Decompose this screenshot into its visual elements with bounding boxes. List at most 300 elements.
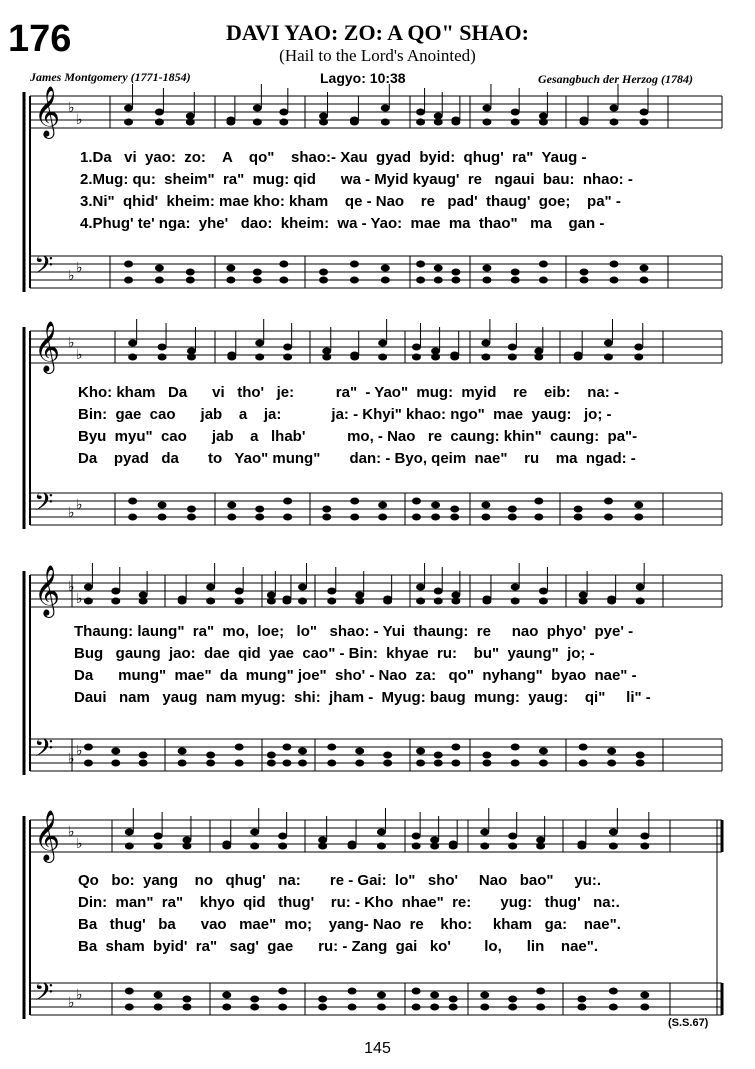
notehead bbox=[508, 833, 517, 840]
notehead bbox=[322, 514, 331, 521]
notehead bbox=[158, 344, 167, 351]
notehead bbox=[125, 829, 134, 836]
notehead bbox=[609, 829, 618, 836]
notehead bbox=[381, 119, 390, 126]
notehead bbox=[298, 760, 307, 767]
notehead bbox=[227, 354, 236, 361]
notehead bbox=[480, 1004, 489, 1011]
notehead bbox=[318, 996, 327, 1003]
notehead bbox=[377, 829, 386, 836]
notehead bbox=[574, 514, 583, 521]
notehead bbox=[511, 584, 520, 591]
notehead bbox=[539, 748, 548, 755]
notehead bbox=[128, 514, 137, 521]
flat-icon: ♭ bbox=[68, 824, 75, 840]
notehead bbox=[607, 598, 616, 605]
hymn-title: DAVI YAO: ZO: A QO" SHAO: bbox=[226, 20, 529, 45]
flat-icon: ♭ bbox=[76, 743, 83, 759]
notehead bbox=[278, 833, 287, 840]
notehead bbox=[206, 760, 215, 767]
lyrics-system-1 bbox=[0, 147, 755, 237]
notehead bbox=[416, 109, 425, 116]
notehead bbox=[579, 592, 588, 599]
notehead bbox=[139, 592, 148, 599]
notehead bbox=[636, 752, 645, 759]
flat-icon: ♭ bbox=[76, 347, 83, 363]
notehead bbox=[604, 514, 613, 521]
notehead bbox=[282, 760, 291, 767]
notehead bbox=[350, 498, 359, 505]
notehead bbox=[508, 843, 517, 850]
notehead bbox=[327, 588, 336, 595]
notehead bbox=[187, 354, 196, 361]
notehead bbox=[412, 833, 421, 840]
treble-clef-icon: 𝄞 bbox=[34, 810, 61, 861]
notehead bbox=[158, 354, 167, 361]
notehead bbox=[378, 354, 387, 361]
notehead bbox=[226, 119, 235, 126]
notehead bbox=[434, 598, 443, 605]
verse-line: 2.Mug: qu: sheim" ra" mug: qid wa - Myid kyaug' re ngaui bau: nhao: - bbox=[80, 171, 633, 188]
notehead bbox=[298, 748, 307, 755]
notehead bbox=[381, 265, 390, 272]
notehead bbox=[178, 748, 187, 755]
notehead bbox=[155, 109, 164, 116]
lyrics-system-2 bbox=[0, 384, 755, 474]
verse-line: Din: man" ra" khyo qid thug' ru: - Kho nhae" re: yug: thug' na:. bbox=[78, 894, 620, 911]
notehead bbox=[350, 119, 359, 126]
notehead bbox=[227, 502, 236, 509]
notehead bbox=[125, 843, 134, 850]
notehead bbox=[481, 502, 490, 509]
notehead bbox=[604, 354, 613, 361]
notehead bbox=[319, 113, 328, 120]
notehead bbox=[539, 113, 548, 120]
notehead bbox=[124, 119, 133, 126]
notehead bbox=[536, 1004, 545, 1011]
notehead bbox=[412, 344, 421, 351]
notehead bbox=[431, 514, 440, 521]
notehead bbox=[481, 514, 490, 521]
notehead bbox=[416, 748, 425, 755]
notehead bbox=[481, 354, 490, 361]
notehead bbox=[481, 340, 490, 347]
notehead bbox=[235, 588, 244, 595]
notehead bbox=[482, 598, 491, 605]
notehead bbox=[636, 584, 645, 591]
notehead bbox=[511, 760, 520, 767]
notehead bbox=[609, 988, 618, 995]
notehead bbox=[451, 269, 460, 276]
notehead bbox=[412, 988, 421, 995]
notehead bbox=[319, 119, 328, 126]
notehead bbox=[451, 592, 460, 599]
notehead bbox=[412, 1004, 421, 1011]
notehead bbox=[534, 514, 543, 521]
notehead bbox=[255, 354, 264, 361]
flat-icon: ♭ bbox=[68, 995, 75, 1011]
notehead bbox=[327, 760, 336, 767]
notehead bbox=[451, 744, 460, 751]
notehead bbox=[430, 1004, 439, 1011]
notehead bbox=[480, 992, 489, 999]
flat-icon: ♭ bbox=[68, 268, 75, 284]
notehead bbox=[227, 514, 236, 521]
notehead bbox=[298, 598, 307, 605]
verse-line: 3.Ni" qhid' kheim: mae kho: kham qe - Nao re pad' thaug' goe; pa" - bbox=[80, 193, 621, 210]
flat-icon: ♭ bbox=[76, 497, 83, 513]
notehead bbox=[416, 119, 425, 126]
notehead bbox=[250, 996, 259, 1003]
notehead bbox=[278, 988, 287, 995]
notehead bbox=[539, 588, 548, 595]
notehead bbox=[182, 843, 191, 850]
flat-icon: ♭ bbox=[76, 836, 83, 852]
notehead bbox=[634, 354, 643, 361]
notehead bbox=[640, 843, 649, 850]
notehead bbox=[574, 354, 583, 361]
notehead bbox=[539, 598, 548, 605]
notehead bbox=[253, 269, 262, 276]
notehead bbox=[434, 277, 443, 284]
notehead bbox=[278, 843, 287, 850]
notehead bbox=[511, 269, 520, 276]
notehead bbox=[267, 598, 276, 605]
notehead bbox=[536, 988, 545, 995]
notehead bbox=[381, 277, 390, 284]
notehead bbox=[158, 502, 167, 509]
flat-icon: ♭ bbox=[76, 260, 83, 276]
notehead bbox=[139, 598, 148, 605]
notehead bbox=[434, 752, 443, 759]
notehead bbox=[283, 498, 292, 505]
verse-line: Daui nam yaug nam myug: shi: jham - Myug: baug mung: yaug: qi" li" - bbox=[74, 689, 651, 706]
verse-line: Bug gaung jao: dae qid yae cao" - Bin: khyae ru: bu" yaung" jo; - bbox=[74, 645, 595, 662]
notehead bbox=[416, 261, 425, 268]
notehead bbox=[267, 752, 276, 759]
notehead bbox=[434, 588, 443, 595]
notehead bbox=[451, 119, 460, 126]
notehead bbox=[383, 760, 392, 767]
notehead bbox=[111, 588, 120, 595]
notehead bbox=[640, 992, 649, 999]
notehead bbox=[255, 514, 264, 521]
notehead bbox=[206, 752, 215, 759]
notehead bbox=[430, 843, 439, 850]
notehead bbox=[508, 996, 517, 1003]
notehead bbox=[155, 265, 164, 272]
flat-icon: ♭ bbox=[68, 100, 75, 116]
treble-clef-icon: 𝄞 bbox=[34, 86, 61, 137]
verse-line: Qo bo: yang no qhug' na: re - Gai: lo" sho' Nao bao" yu:. bbox=[78, 872, 602, 889]
notehead bbox=[155, 277, 164, 284]
notehead bbox=[580, 269, 589, 276]
treble-clef-icon: 𝄞 bbox=[34, 321, 61, 372]
notehead bbox=[430, 992, 439, 999]
notehead bbox=[187, 514, 196, 521]
notehead bbox=[508, 1004, 517, 1011]
lyrics-system-4 bbox=[0, 872, 755, 962]
notehead bbox=[206, 598, 215, 605]
composer-credit: Gesangbuch der Herzog (1784) bbox=[538, 72, 693, 86]
notehead bbox=[154, 833, 163, 840]
notehead bbox=[206, 584, 215, 591]
notehead bbox=[282, 598, 291, 605]
verse-line: Thaung: laung" ra" mo, loe; lo" shao: - Yui thaung: re nao phyo' pye' - bbox=[74, 623, 634, 640]
notehead bbox=[610, 277, 619, 284]
notehead bbox=[222, 1004, 231, 1011]
notehead bbox=[178, 598, 187, 605]
notehead bbox=[482, 265, 491, 272]
notehead bbox=[383, 598, 392, 605]
notehead bbox=[186, 269, 195, 276]
notehead bbox=[377, 843, 386, 850]
notehead bbox=[539, 119, 548, 126]
notehead bbox=[636, 598, 645, 605]
notehead bbox=[348, 1004, 357, 1011]
notehead bbox=[451, 598, 460, 605]
notehead bbox=[511, 119, 520, 126]
notehead bbox=[508, 506, 517, 513]
notehead bbox=[279, 277, 288, 284]
notehead bbox=[355, 748, 364, 755]
notehead bbox=[226, 265, 235, 272]
notehead bbox=[609, 1004, 618, 1011]
notehead bbox=[187, 348, 196, 355]
notehead bbox=[327, 744, 336, 751]
notehead bbox=[377, 1004, 386, 1011]
notehead bbox=[350, 514, 359, 521]
notehead bbox=[482, 760, 491, 767]
notehead bbox=[154, 843, 163, 850]
notehead bbox=[416, 277, 425, 284]
notehead bbox=[235, 760, 244, 767]
notehead bbox=[449, 843, 458, 850]
notehead bbox=[412, 354, 421, 361]
notehead bbox=[449, 1004, 458, 1011]
notehead bbox=[539, 760, 548, 767]
notehead bbox=[178, 760, 187, 767]
notehead bbox=[282, 744, 291, 751]
notehead bbox=[412, 498, 421, 505]
notehead bbox=[348, 988, 357, 995]
notehead bbox=[640, 119, 649, 126]
notehead bbox=[634, 502, 643, 509]
notehead bbox=[283, 514, 292, 521]
notehead bbox=[139, 752, 148, 759]
notehead bbox=[636, 760, 645, 767]
notehead bbox=[155, 119, 164, 126]
verse-line: Ba thug' ba vao mae" mo; yang- Nao re kho: kham ga: nae". bbox=[78, 916, 621, 933]
bass-clef-icon: 𝄢 bbox=[34, 734, 54, 769]
notehead bbox=[235, 598, 244, 605]
notehead bbox=[577, 843, 586, 850]
flat-icon: ♭ bbox=[68, 505, 75, 521]
notehead bbox=[511, 744, 520, 751]
notehead bbox=[450, 354, 459, 361]
notehead bbox=[383, 752, 392, 759]
notehead bbox=[640, 109, 649, 116]
notehead bbox=[434, 113, 443, 120]
notehead bbox=[253, 119, 262, 126]
notehead bbox=[319, 269, 328, 276]
notehead bbox=[536, 837, 545, 844]
notehead bbox=[250, 829, 259, 836]
flat-icon: ♭ bbox=[68, 579, 75, 595]
notehead bbox=[416, 760, 425, 767]
flat-icon: ♭ bbox=[76, 987, 83, 1003]
notehead bbox=[318, 843, 327, 850]
notehead bbox=[226, 277, 235, 284]
hymn-subtitle: (Hail to the Lord's Anointed) bbox=[279, 46, 476, 65]
verse-line: 4.Phug' te' nga: yhe' dao: kheim: wa - Yao: mae ma thao" ma gan - bbox=[80, 215, 605, 232]
notehead bbox=[482, 119, 491, 126]
notehead bbox=[154, 1004, 163, 1011]
notehead bbox=[322, 348, 331, 355]
notehead bbox=[187, 506, 196, 513]
bass-clef-icon: 𝄢 bbox=[34, 978, 54, 1013]
author-credit: James Montgomery (1771-1854) bbox=[30, 70, 191, 84]
notehead bbox=[482, 752, 491, 759]
notehead bbox=[186, 119, 195, 126]
notehead bbox=[416, 598, 425, 605]
notehead bbox=[182, 837, 191, 844]
notehead bbox=[431, 348, 440, 355]
notehead bbox=[508, 354, 517, 361]
notehead bbox=[125, 988, 134, 995]
notehead bbox=[278, 1004, 287, 1011]
notehead bbox=[508, 344, 517, 351]
notehead bbox=[640, 833, 649, 840]
notehead bbox=[416, 584, 425, 591]
notehead bbox=[350, 277, 359, 284]
notehead bbox=[84, 744, 93, 751]
notehead bbox=[378, 340, 387, 347]
notehead bbox=[539, 261, 548, 268]
notehead bbox=[579, 744, 588, 751]
verse-line: Bin: gae cao jab a ja: ja: - Khyi" khao: ngo" mae yaug: jo; - bbox=[78, 406, 612, 423]
notehead bbox=[253, 105, 262, 112]
notehead bbox=[574, 506, 583, 513]
page-number: 145 bbox=[364, 1040, 391, 1057]
notehead bbox=[480, 829, 489, 836]
notehead bbox=[434, 760, 443, 767]
notehead bbox=[283, 344, 292, 351]
notehead bbox=[182, 1004, 191, 1011]
notehead bbox=[250, 843, 259, 850]
notehead bbox=[580, 277, 589, 284]
notehead bbox=[536, 843, 545, 850]
notehead bbox=[348, 843, 357, 850]
notehead bbox=[154, 992, 163, 999]
notehead bbox=[125, 1004, 134, 1011]
notehead bbox=[250, 1004, 259, 1011]
notehead bbox=[534, 348, 543, 355]
notehead bbox=[434, 265, 443, 272]
notehead bbox=[634, 514, 643, 521]
notehead bbox=[450, 506, 459, 513]
notehead bbox=[482, 105, 491, 112]
notehead bbox=[640, 1004, 649, 1011]
notehead bbox=[186, 277, 195, 284]
notehead bbox=[609, 843, 618, 850]
notehead bbox=[235, 744, 244, 751]
notehead bbox=[124, 105, 133, 112]
hymn-number: 176 bbox=[8, 18, 72, 60]
notehead bbox=[579, 598, 588, 605]
notehead bbox=[128, 354, 137, 361]
notehead bbox=[640, 265, 649, 272]
notehead bbox=[539, 277, 548, 284]
flat-icon: ♭ bbox=[76, 591, 83, 607]
verse-line: Da pyad da to Yao" mung" dan: - Byo, qeim nae" ru ma ngad: - bbox=[78, 450, 636, 467]
bass-clef-icon: 𝄢 bbox=[34, 251, 54, 286]
notehead bbox=[640, 277, 649, 284]
notehead bbox=[412, 514, 421, 521]
notehead bbox=[412, 843, 421, 850]
notehead bbox=[511, 109, 520, 116]
notehead bbox=[318, 837, 327, 844]
notehead bbox=[298, 584, 307, 591]
notehead bbox=[279, 119, 288, 126]
notehead bbox=[124, 261, 133, 268]
notehead bbox=[128, 340, 137, 347]
notehead bbox=[511, 598, 520, 605]
notehead bbox=[111, 598, 120, 605]
verse-line: 1.Da vi yao: zo: A qo" shao:- Xau gyad byid: qhug' ra" Yaug - bbox=[80, 149, 587, 166]
notehead bbox=[350, 261, 359, 268]
notehead bbox=[84, 584, 93, 591]
scripture-reference: Lagyo: 10:38 bbox=[320, 70, 406, 86]
notehead bbox=[579, 760, 588, 767]
verse-line: Kho: kham Da vi tho' je: ra" - Yao" mug: myid re eib: na: - bbox=[78, 384, 619, 401]
verse-line: Da mung" mae" da mung" joe" sho' - Nao za: qo" nyhang" byao nae" - bbox=[74, 667, 637, 684]
notehead bbox=[318, 1004, 327, 1011]
notehead bbox=[355, 598, 364, 605]
notehead bbox=[255, 506, 264, 513]
notehead bbox=[350, 354, 359, 361]
notehead bbox=[604, 340, 613, 347]
notehead bbox=[84, 760, 93, 767]
notehead bbox=[182, 996, 191, 1003]
notehead bbox=[381, 105, 390, 112]
notehead bbox=[534, 498, 543, 505]
notehead bbox=[610, 119, 619, 126]
notehead bbox=[604, 498, 613, 505]
notehead bbox=[634, 344, 643, 351]
notehead bbox=[577, 1004, 586, 1011]
notehead bbox=[534, 354, 543, 361]
notehead bbox=[327, 598, 336, 605]
notehead bbox=[186, 113, 195, 120]
notehead bbox=[434, 119, 443, 126]
notehead bbox=[580, 119, 589, 126]
flat-icon: ♭ bbox=[68, 751, 75, 767]
source-reference: (S.S.67) bbox=[668, 1017, 709, 1029]
notehead bbox=[480, 843, 489, 850]
notehead bbox=[267, 592, 276, 599]
notehead bbox=[267, 760, 276, 767]
notehead bbox=[431, 354, 440, 361]
notehead bbox=[253, 277, 262, 284]
flat-icon: ♭ bbox=[76, 112, 83, 128]
notehead bbox=[255, 340, 264, 347]
notehead bbox=[222, 992, 231, 999]
notehead bbox=[322, 354, 331, 361]
notehead bbox=[577, 996, 586, 1003]
notehead bbox=[377, 992, 386, 999]
notehead bbox=[607, 760, 616, 767]
